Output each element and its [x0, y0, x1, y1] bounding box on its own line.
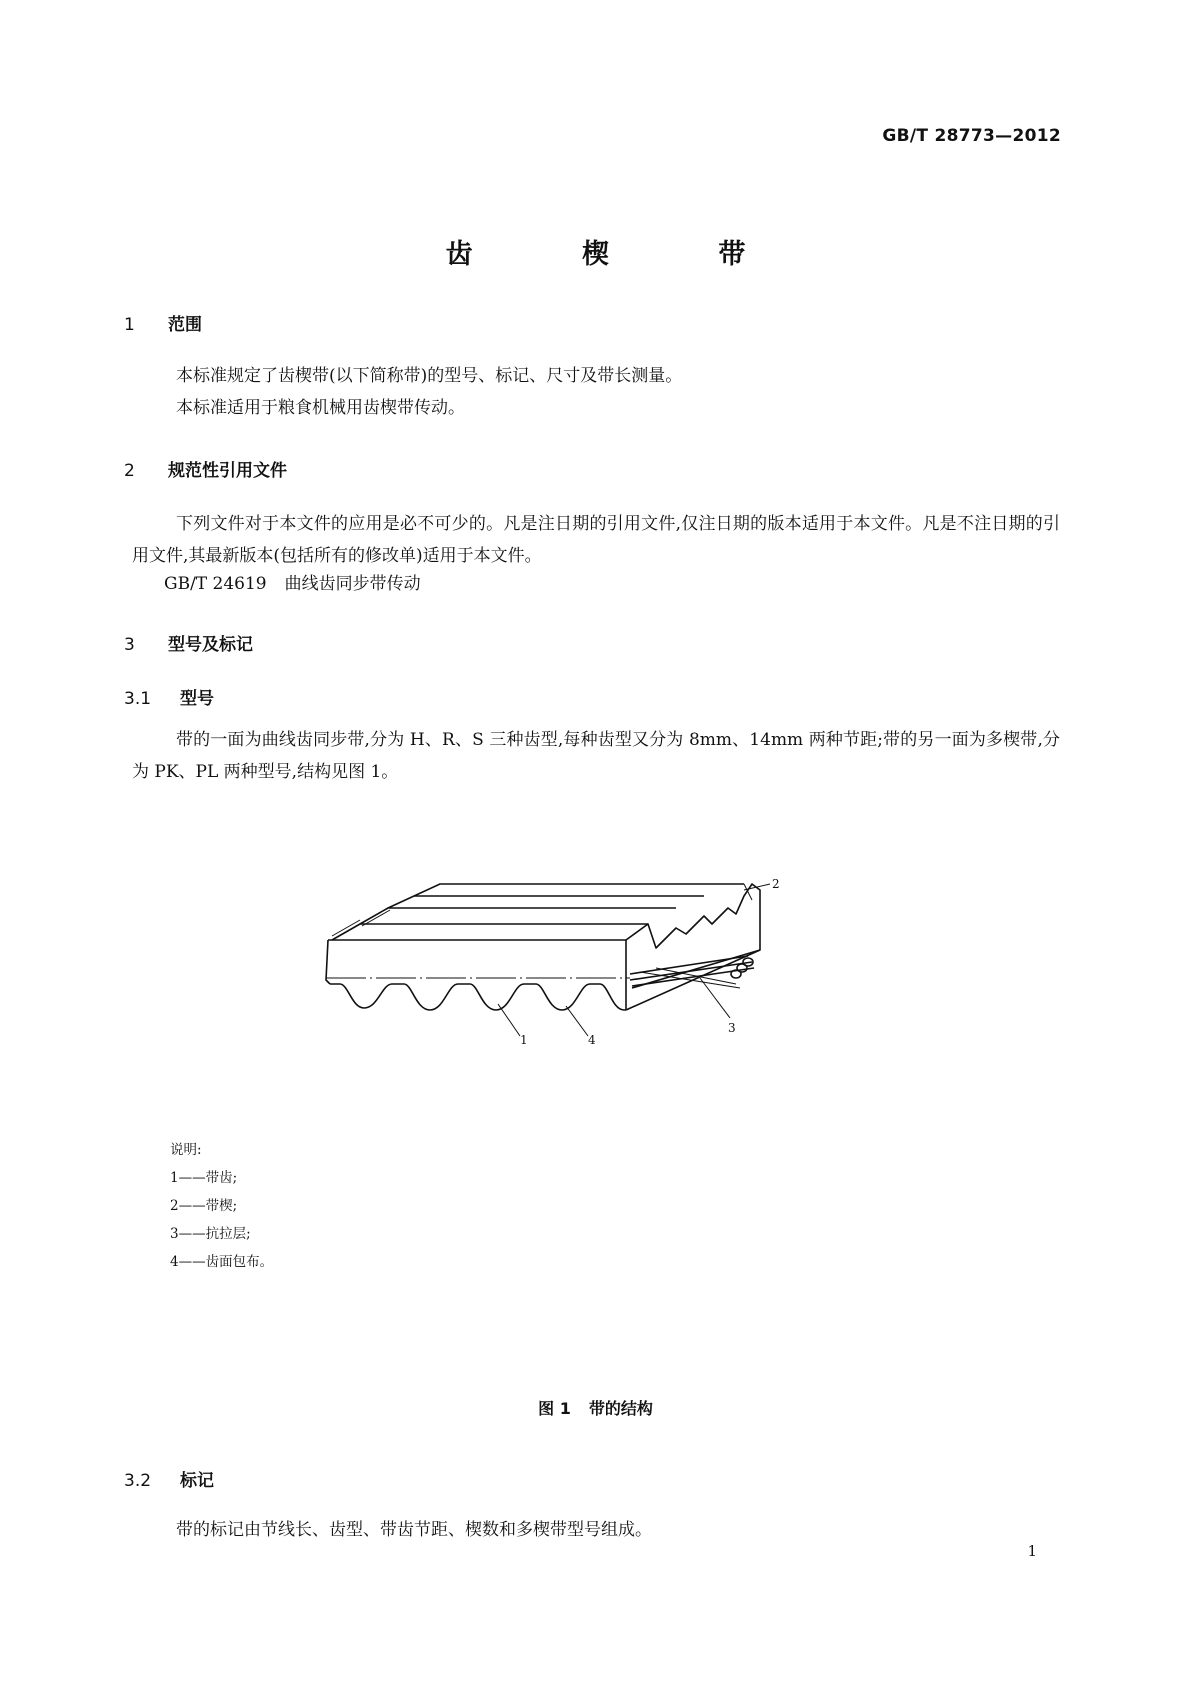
- section-3-2-heading: [124, 1466, 214, 1491]
- legend-item: 1——带齿;: [170, 1170, 238, 1186]
- figure-caption: [0, 1396, 1191, 1419]
- marking-paragraph: 带的标记由节线长、齿型、带齿节距、楔数和多楔带型号组成。: [176, 1520, 652, 1540]
- section-number: 2: [124, 461, 135, 481]
- figure-label-3: 3: [728, 1021, 736, 1035]
- figure-label-2: 2: [772, 877, 780, 891]
- section-title: 型号: [180, 689, 214, 709]
- figure-legend: [170, 1136, 273, 1276]
- section-2-heading: [124, 456, 287, 481]
- section-title: 标记: [180, 1471, 214, 1491]
- normative-paragraph: 下列文件对于本文件的应用是必不可少的。凡是注日期的引用文件,仅注日期的版本适用于本文件。凡是不注日期的引用文件,其最新版本(包括所有的修改单)适用于本文件。: [132, 514, 1060, 566]
- page-number: 1: [1027, 1542, 1037, 1560]
- caption-number: 图 1: [538, 1399, 571, 1418]
- legend-item: 2——带楔;: [170, 1198, 238, 1214]
- belt-structure-figure: [300, 860, 780, 1060]
- section-number: 3: [124, 635, 135, 655]
- section-title: 规范性引用文件: [168, 461, 287, 481]
- section-1-heading: [124, 310, 202, 335]
- section-title: 范围: [168, 315, 202, 335]
- legend-item: 4——齿面包布。: [170, 1254, 274, 1270]
- section-number: 3.1: [124, 689, 152, 709]
- scope-paragraph-2: 本标准适用于粮食机械用齿楔带传动。: [176, 398, 465, 418]
- section-3-1-heading: [124, 684, 214, 709]
- scope-paragraph-1: 本标准规定了齿楔带(以下简称带)的型号、标记、尺寸及带长测量。: [176, 366, 683, 386]
- section-title: 型号及标记: [168, 635, 253, 655]
- document-title: 齿 楔 带: [445, 239, 796, 270]
- caption-title: 带的结构: [588, 1399, 653, 1418]
- standard-number: GB/T 28773—2012: [882, 126, 1061, 146]
- section-number: 1: [124, 315, 135, 335]
- legend-title: 说明:: [170, 1142, 202, 1158]
- reference-code: GB/T 24619: [164, 574, 267, 594]
- figure-label-4: 4: [588, 1033, 596, 1047]
- reference-title: 曲线齿同步带传动: [284, 574, 421, 594]
- section-number: 3.2: [124, 1471, 152, 1491]
- type-paragraph: 带的一面为曲线齿同步带,分为 H、R、S 三种齿型,每种齿型又分为 8mm、14mm 两种节距;带的另一面为多楔带,分为 PK、PL 两种型号,结构见图 1。: [132, 730, 1060, 782]
- normative-reference: [164, 568, 664, 600]
- section-3-heading: [124, 630, 253, 655]
- figure-label-1: 1: [520, 1033, 528, 1047]
- legend-item: 3——抗拉层;: [170, 1226, 251, 1242]
